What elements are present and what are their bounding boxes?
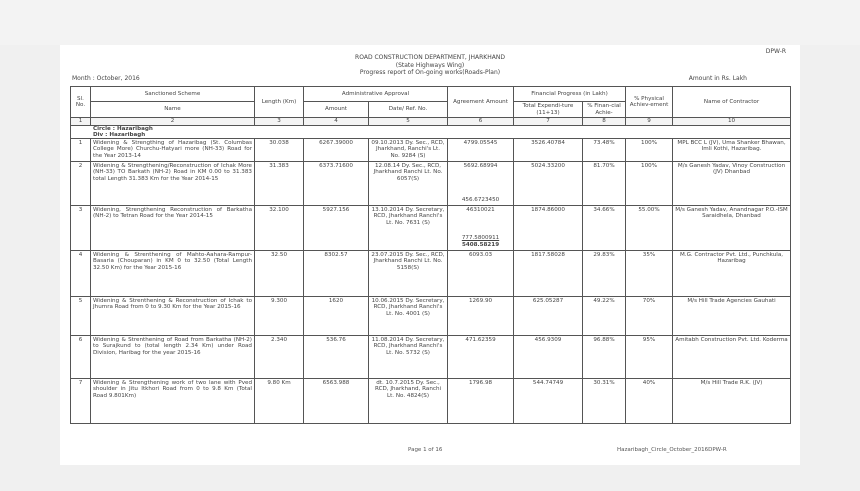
cell-amount: 536.76	[304, 335, 369, 378]
cell-total-exp: 3526.40784	[514, 138, 583, 161]
report-title	[0, 54, 860, 77]
cell-pct-fin: 34.66%	[583, 205, 626, 250]
cell-date: 10.06.2015 Dy. Secretary, RCD, Jharkhand Ranchi's Lt. No. 4001 (S)	[369, 296, 448, 335]
cell-agreement	[448, 335, 514, 378]
column-number: 8	[583, 118, 626, 126]
table-row	[71, 335, 791, 378]
cell-pct-fin: 29.83%	[583, 250, 626, 296]
header-date: Date/ Ref. No.	[369, 102, 448, 118]
column-number: 7	[514, 118, 583, 126]
cell-total-exp: 5024.33200	[514, 161, 583, 205]
table-row	[71, 205, 791, 250]
cell-agreement	[448, 161, 514, 205]
cell-contractor: Amitabh Construction Pvt. Ltd. Koderma	[673, 335, 791, 378]
cell-sl: 5	[71, 296, 91, 335]
header-fin: Financial Progress (in Lakh)	[514, 87, 626, 102]
cell-contractor: M.G. Contractor Pvt. Ltd., Punchkula, Hazaribag	[673, 250, 791, 296]
page-number: Page 1 of 16	[408, 447, 443, 453]
cell-date: 13.10.2014 Dy. Secretary, RCD, Jharkhand Ranchi's Lt. No. 7631 (S)	[369, 205, 448, 250]
cell-sl: 4	[71, 250, 91, 296]
cell-amount: 1620	[304, 296, 369, 335]
cell-length: 32.100	[255, 205, 304, 250]
cell-contractor: M/s Ganesh Yadav, Anandnagar P.O.-ISM Saraidhela, Dhanbad	[673, 205, 791, 250]
table-row	[71, 296, 791, 335]
column-number: 10	[673, 118, 791, 126]
cell-length: 9.80 Km	[255, 378, 304, 423]
amount-unit: Amount in Rs. Lakh	[688, 75, 747, 82]
table-row	[71, 161, 791, 205]
cell-name: Widening & Strengthing of Hazaribag (St. Columbas College More) Churchu-Hatyari more (NH-33) Road for the Year 2013-14	[91, 138, 255, 161]
cell-name: Widening & Strenthening & Reconstruction of Ichak to Jhumra Road from 0 to 9.30 Km for the Year 2015-16	[91, 296, 255, 335]
cell-total-exp: 1874.86000	[514, 205, 583, 250]
cell-date: 23.07.2015 Dy. Sec., RCD, Jharkhand Ranchi Lt. No. 5158(S)	[369, 250, 448, 296]
cell-agreement	[448, 378, 514, 423]
agreement-additional: 456.6723450	[461, 197, 500, 204]
cell-total-exp: 1817.58028	[514, 250, 583, 296]
circle-row	[71, 125, 791, 138]
file-name: Hazaribagh_Circle_October_2016DPW-R	[617, 447, 727, 453]
cell-sl: 7	[71, 378, 91, 423]
cell-amount: 6563.988	[304, 378, 369, 423]
cell-name: Widening, Strengthening Reconstruction of Barkatha (NH-2) to Tetran Road for the Year 2014-15	[91, 205, 255, 250]
cell-pct-phys: 100%	[626, 138, 673, 161]
cell-name: Widening & Strengthening/Reconstruction of Ichak More (NH-33) TO Barkath (NH-2) Road in KM 0.00 to 31.383 total Length 31.383 Km for the Year 2014-15	[91, 161, 255, 205]
agreement-total: 5408.58219	[461, 241, 500, 248]
cell-pct-phys: 40%	[626, 378, 673, 423]
circle-label: Circle : Hazaribagh	[93, 125, 153, 132]
header-length: Length (Km)	[255, 87, 304, 118]
header-contractor: Name of Contractor	[673, 87, 791, 118]
agreement-amount: 6093.03	[468, 251, 493, 258]
cell-name: Widening & Strenthening of Mahto-Aahara-Rampur-Basaria (Chouparan) in KM 0 to 32.50 (Total Length 32.50 Km) for the Year 2015-16	[91, 250, 255, 296]
column-number: 9	[626, 118, 673, 126]
progress-table	[70, 86, 791, 424]
cell-pct-fin: 73.48%	[583, 138, 626, 161]
header-pct-fin: % Finan-cial Achie-	[583, 102, 626, 118]
column-number-row	[71, 118, 791, 126]
cell-pct-phys: 35%	[626, 250, 673, 296]
title-line-2: (State Highways Wing)	[395, 61, 465, 69]
cell-agreement	[448, 250, 514, 296]
cell-length: 2.340	[255, 335, 304, 378]
table-row	[71, 138, 791, 161]
cell-date: dt. 10.7.2015 Dy. Sec., RCD, Jharkhand, Ranchi Lt. No. 4824(S)	[369, 378, 448, 423]
cell-amount: 6267.39000	[304, 138, 369, 161]
header-admin: Administrative Approval	[304, 87, 448, 102]
cell-agreement	[448, 138, 514, 161]
cell-agreement	[448, 296, 514, 335]
cell-pct-fin: 30.31%	[583, 378, 626, 423]
header-amount: Amount	[304, 102, 369, 118]
header-total-exp: Total Expendi-ture (11+13)	[514, 102, 583, 118]
header-phys: % Physical Achiev-ement	[626, 87, 673, 118]
cell-contractor: M/s Hill Trade Agencies Gauhati	[673, 296, 791, 335]
agreement-amount: 1269.90	[468, 297, 493, 304]
cell-agreement	[448, 205, 514, 250]
cell-total-exp: 456.9309	[514, 335, 583, 378]
cell-total-exp: 544.74749	[514, 378, 583, 423]
cell-name: Widening & Strengthening work of two lane with Pved shoulder in Jitu Itkhori Road from 0 to 9.8 Km (Total Road 9.801Km)	[91, 378, 255, 423]
title-line-3: Progress report of On-going works(Roads-Plan)	[359, 69, 501, 76]
cell-amount: 6373.71600	[304, 161, 369, 205]
cell-sl: 1	[71, 138, 91, 161]
header-scheme: Sanctioned Scheme	[91, 87, 255, 102]
cell-contractor: MPL BCC L (JV), Uma Shanker Bhawan, Imli Kothi, Hazaribag.	[673, 138, 791, 161]
cell-length: 31.383	[255, 161, 304, 205]
cell-length: 30.038	[255, 138, 304, 161]
top-margin	[0, 0, 860, 45]
cell-sl: 6	[71, 335, 91, 378]
division-label: Div : Hazaribagh	[93, 131, 146, 138]
cell-pct-phys: 70%	[626, 296, 673, 335]
column-number: 2	[91, 118, 255, 126]
cell-date: 11.08.2014 Dy. Secretary, RCD, Jharkhand Ranchi's Lt. No. 5732 (S)	[369, 335, 448, 378]
cell-pct-fin: 81.70%	[583, 161, 626, 205]
header-agreement: Agreement Amount	[448, 87, 514, 118]
column-number: 3	[255, 118, 304, 126]
header-sl: Sl. No.	[71, 87, 91, 118]
header-name: Name	[91, 102, 255, 118]
doc-code: DPW-R	[765, 48, 786, 55]
cell-date: 09.10.2013 Dy. Sec., RCD, Jharkhand, Ranchi's Lt. No. 9284 (S)	[369, 138, 448, 161]
cell-sl: 3	[71, 205, 91, 250]
cell-sl: 2	[71, 161, 91, 205]
column-number: 1	[71, 118, 91, 126]
title-line-1: ROAD CONSTRUCTION DEPARTMENT, JHARKHAND	[355, 54, 505, 61]
cell-amount: 8302.57	[304, 250, 369, 296]
table-row	[71, 378, 791, 423]
cell-pct-fin: 49.22%	[583, 296, 626, 335]
column-number: 6	[448, 118, 514, 126]
agreement-additional: 777.5800911	[461, 235, 500, 242]
report-month: Month : October, 2016	[72, 75, 140, 82]
cell-pct-phys: 55.00%	[626, 205, 673, 250]
agreement-amount: 471.62359	[465, 336, 496, 343]
cell-pct-fin: 96.88%	[583, 335, 626, 378]
cell-contractor: M/s Ganesh Yadav, Vinoy Construction (JV) Dhanbad	[673, 161, 791, 205]
column-number: 5	[369, 118, 448, 126]
agreement-amount: 46310021	[466, 206, 495, 213]
column-number: 4	[304, 118, 369, 126]
agreement-amount: 1796.98	[468, 379, 493, 386]
table-row	[71, 250, 791, 296]
agreement-amount: 5692.68994	[463, 162, 498, 169]
agreement-amount: 4799.05545	[463, 139, 498, 146]
cell-date: 12.08.14 Dy. Sec., RCD, Jharkhand Ranchi Lt. No. 6057(S)	[369, 161, 448, 205]
cell-length: 32.50	[255, 250, 304, 296]
cell-name: Widening & Strenthening of Road from Barkatha (NH-2) to Surajkund to (total length 2.34 Km) under Road Division, Haribag for the year 2015-16	[91, 335, 255, 378]
cell-amount: 5927.156	[304, 205, 369, 250]
cell-pct-phys: 100%	[626, 161, 673, 205]
cell-pct-phys: 95%	[626, 335, 673, 378]
cell-total-exp: 625.05287	[514, 296, 583, 335]
cell-length: 9.300	[255, 296, 304, 335]
cell-contractor: M/s Hill Trade R.K. (JV)	[673, 378, 791, 423]
